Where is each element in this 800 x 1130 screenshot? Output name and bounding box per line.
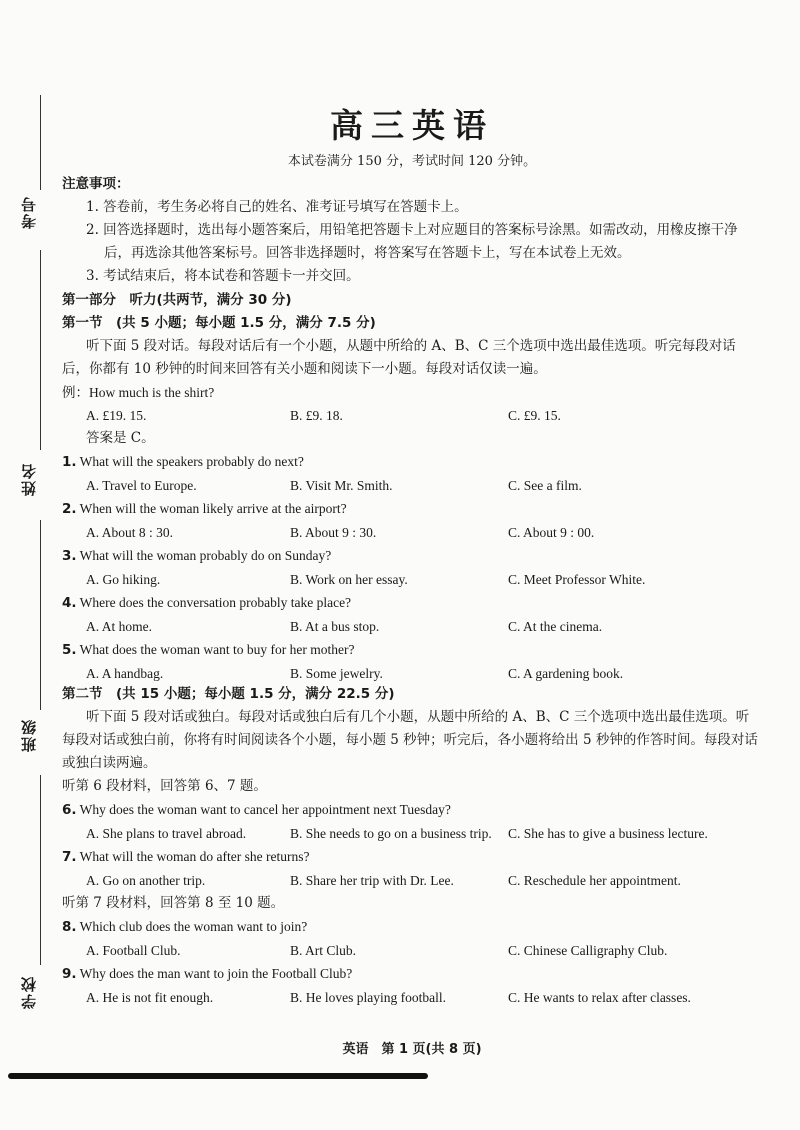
option-c: C. Meet Professor White. (508, 572, 646, 587)
notice-item: 2. 回答选择题时，选出每小题答案后，用铅笔把答题卡上对应题目的答案标号涂黑。如需改动，用橡皮擦干净后，再选涂其他答案标号。回答非选择题时，将答案写在答题卡上，写在本试卷上无效。 (86, 222, 738, 261)
section-heading: 第二节 (共 15 小题；每小题 1.5 分，满分 22.5 分) (62, 686, 395, 702)
question-5: 5. What does the woman want to buy for her mother? (62, 642, 355, 658)
question-7: 7. What will the woman do after she returns? (62, 849, 310, 865)
option-a: A. Football Club. (86, 943, 181, 958)
options-q5 (62, 662, 762, 685)
option-c: C. Reschedule her appointment. (508, 873, 681, 888)
section-two (62, 683, 762, 1009)
question-6: 6. Why does the woman want to cancel her appointment next Tuesday? (62, 802, 451, 818)
margin-line (40, 250, 41, 450)
option-c: C. See a film. (508, 478, 582, 493)
name-label: 姓名 (20, 462, 38, 496)
notice-section (62, 173, 762, 288)
option-b: B. He loves playing football. (290, 990, 446, 1005)
example-question: 例：How much is the shirt? (62, 385, 215, 400)
option-b: B. Share her trip with Dr. Lee. (290, 873, 454, 888)
material-note: 听第 6 段材料，回答第 6、7 题。 (62, 778, 267, 794)
option-c: C. About 9 : 00. (508, 525, 595, 540)
question-8: 8. Which club does the woman want to join? (62, 919, 308, 935)
option-b: B. £9. 18. (290, 408, 343, 423)
option-c: C. £9. 15. (508, 408, 561, 423)
option-a: A. Travel to Europe. (86, 478, 197, 493)
question-2: 2. When will the woman likely arrive at the airport? (62, 501, 347, 517)
exam-info: 本试卷满分 150 分，考试时间 120 分钟。 (287, 154, 537, 169)
question-1: 1. What will the speakers probably do next? (62, 454, 304, 470)
margin-line (40, 775, 41, 965)
option-a: A. £19. 15. (86, 408, 147, 423)
material-note: 听第 7 段材料，回答第 8 至 10 题。 (62, 895, 285, 911)
option-a: A. At home. (86, 619, 152, 634)
question-4: 4. Where does the conversation probably take place? (62, 595, 352, 611)
option-c: C. Chinese Calligraphy Club. (508, 943, 668, 958)
question-3: 3. What will the woman probably do on Sunday? (62, 548, 332, 564)
option-b: B. At a bus stop. (290, 619, 380, 634)
options-q9 (62, 986, 762, 1009)
option-c: C. She has to give a business lecture. (508, 826, 708, 841)
options-q4 (62, 615, 762, 638)
option-a: A. A handbag. (86, 666, 164, 681)
option-c: C. At the cinema. (508, 619, 603, 634)
section-instructions: 听下面 5 段对话。每段对话后有一个小题，从题中所给的 A、B、C 三个选项中选出最佳选项。听完每段对话后，你都有 10 秒钟的时间来回答有关小题和阅读下一小题。每段对话仅读一遍。 (62, 338, 736, 377)
example-options (62, 404, 762, 427)
options-q2 (62, 521, 762, 544)
class-label: 班级 (20, 718, 38, 752)
option-c: C. A gardening book. (508, 666, 624, 681)
notice-heading: 注意事项： (62, 176, 130, 192)
part-one (62, 289, 762, 685)
page-title: 高三英语 (330, 106, 494, 145)
scan-edge-bar (8, 1073, 428, 1079)
options-q8 (62, 939, 762, 962)
option-a: A. About 8 : 30. (86, 525, 174, 540)
question-9: 9. Why does the man want to join the Football Club? (62, 966, 353, 982)
options-q3 (62, 568, 762, 591)
option-a: A. He is not fit enough. (86, 990, 214, 1005)
exam-number-label: 考号 (20, 195, 38, 229)
option-b: B. About 9 : 30. (290, 525, 377, 540)
notice-item: 3. 考试结束后，将本试卷和答题卡一并交回。 (86, 268, 360, 284)
notice-item: 1. 答卷前，考生务必将自己的姓名、准考证号填写在答题卡上。 (86, 199, 468, 215)
option-b: B. Work on her essay. (290, 572, 408, 587)
option-a: A. Go on another trip. (86, 873, 206, 888)
school-label: 学校 (20, 975, 38, 1009)
options-q7 (62, 869, 762, 892)
section-heading: 第一节 (共 5 小题；每小题 1.5 分，满分 7.5 分) (62, 315, 376, 331)
option-b: B. Art Club. (290, 943, 357, 958)
margin-line (40, 95, 41, 190)
option-b: B. She needs to go on a business trip. (290, 826, 492, 841)
option-b: B. Some jewelry. (290, 666, 383, 681)
part-heading: 第一部分 听力(共两节，满分 30 分) (62, 292, 292, 308)
options-q1 (62, 474, 762, 497)
option-a: A. Go hiking. (86, 572, 161, 587)
binding-margin (0, 0, 60, 1130)
option-c: C. He wants to relax after classes. (508, 990, 691, 1005)
section-instructions: 听下面 5 段对话或独白。每段对话或独白后有几个小题，从题中所给的 A、B、C 三个选项中选出最佳选项。听每段对话或独白前，你将有时间阅读各个小题，每小题 5 秒钟；听完后，各小题将给出 5 秒钟的作答时间。每段对话或独白读两遍。 (62, 709, 758, 771)
example-answer: 答案是 C。 (86, 430, 155, 446)
options-q6 (62, 822, 762, 845)
option-b: B. Visit Mr. Smith. (290, 478, 393, 493)
margin-line (40, 520, 41, 710)
option-a: A. She plans to travel abroad. (86, 826, 247, 841)
page-footer: 英语 第 1 页(共 8 页) (342, 1042, 482, 1057)
